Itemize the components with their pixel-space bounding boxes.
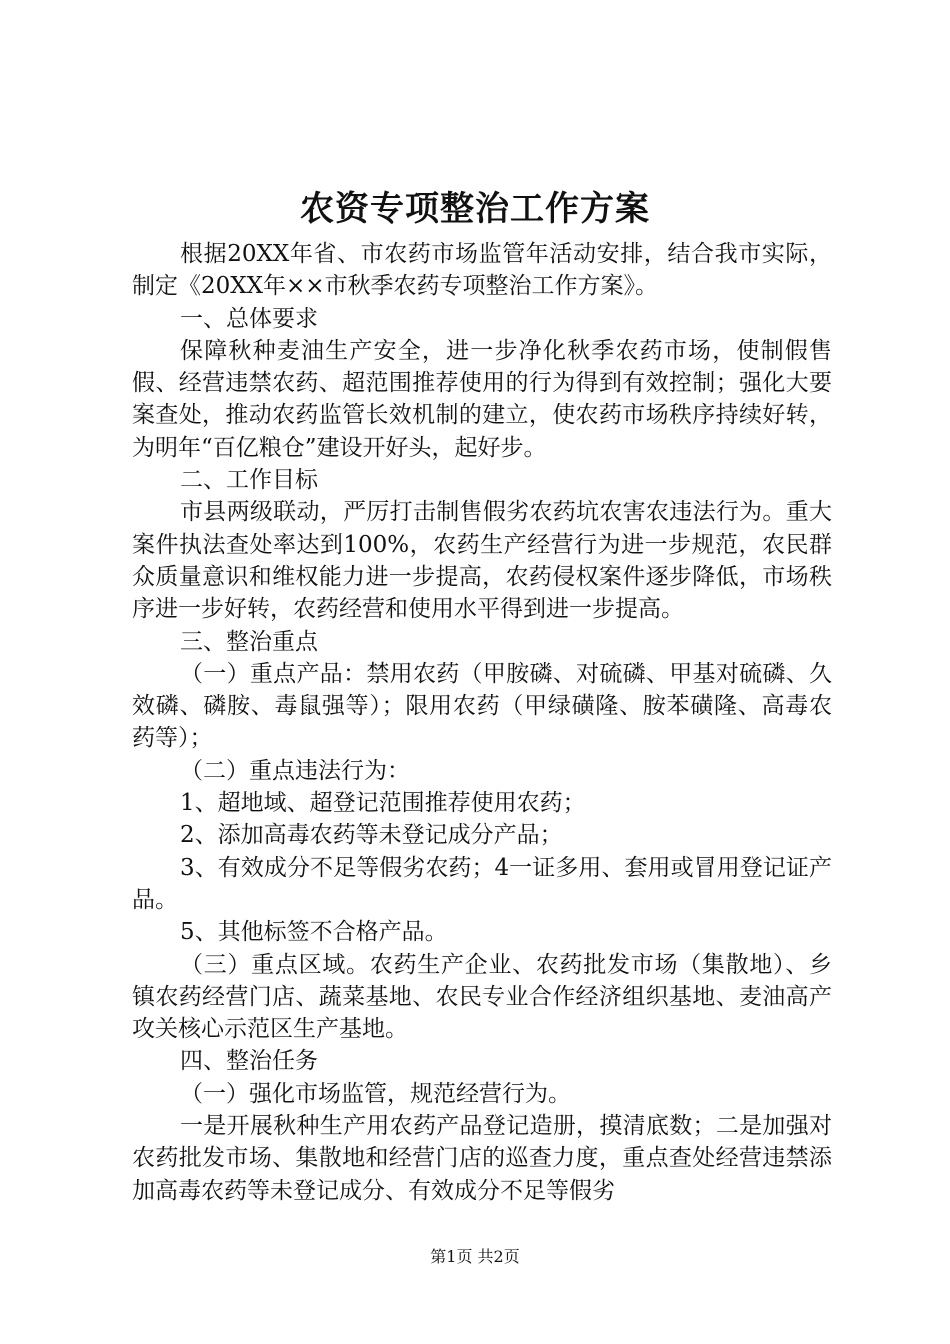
heading-section-3: 三、整治重点 [180,628,318,655]
paragraph-market-supervision: 一是开展秋种生产用农药产品登记造册，摸清底数；二是加强对农药批发市场、集散地和经营门店的巡查力度，重点查处经营违禁添加高毒农药等未登记成分、有效成分不足等假劣 [132,1113,832,1204]
paragraph-key-areas: （三）重点区域。农药生产企业、农药批发市场（集散地）、乡镇农药经营门店、蔬菜基地、农民专业合作经济组织基地、麦油高产攻关核心示范区生产基地。 [132,951,832,1043]
list-item-1: 1、超地域、超登记范围推荐使用农药； [180,790,586,817]
list-item-5: 5、其他标签不合格产品。 [180,919,448,946]
paragraph-key-products: （一）重点产品：禁用农药（甲胺磷、对硫磷、甲基对硫磷、久效磷、磷胺、毒鼠强等）；限用农药（甲绿磺隆、胺苯磺隆、高毒农药等）； [132,660,832,752]
paragraph-section-2: 市县两级联动，严厉打击制售假劣农药坑农害农违法行为。重大案件执法查处率达到100%，农药生产经营行为进一步规范，农民群众质量意识和维权能力进一步提高，农药侵权案件逐步降低，市场秩序进一步好转，农药经营和使用水平得到进一步提高。 [132,499,832,623]
heading-section-1: 一、总体要求 [180,305,318,332]
subheading-market-supervision: （一）强化市场监管，规范经营行为。 [180,1080,571,1107]
heading-section-4: 四、整治任务 [180,1048,318,1075]
document-title: 农资专项整治工作方案 [300,189,650,229]
heading-section-2: 二、工作目标 [180,467,318,494]
paragraph-key-violations: （二）重点违法行为： [180,757,410,784]
page-number-footer: 第1页 共2页 [430,1247,520,1266]
list-item-3-4: 3、有效成分不足等假劣农药；4一证多用、套用或冒用登记证产品。 [132,854,832,913]
document-body [132,238,832,1207]
paragraph-intro: 根据20XX年省、市农药市场监管年活动安排，结合我市实际，制定《20XX年××市秋季农药专项整治工作方案》。 [132,241,832,300]
list-item-2: 2、添加高毒农药等未登记成分产品； [180,822,563,849]
paragraph-section-1: 保障秋种麦油生产安全，进一步净化秋季农药市场，使制假售假、经营违禁农药、超范围推荐使用的行为得到有效控制；强化大要案查处，推动农药监管长效机制的建立，使农药市场秩序持续好转，为明年“百亿粮仓”建设开好头，起好步。 [132,337,832,461]
